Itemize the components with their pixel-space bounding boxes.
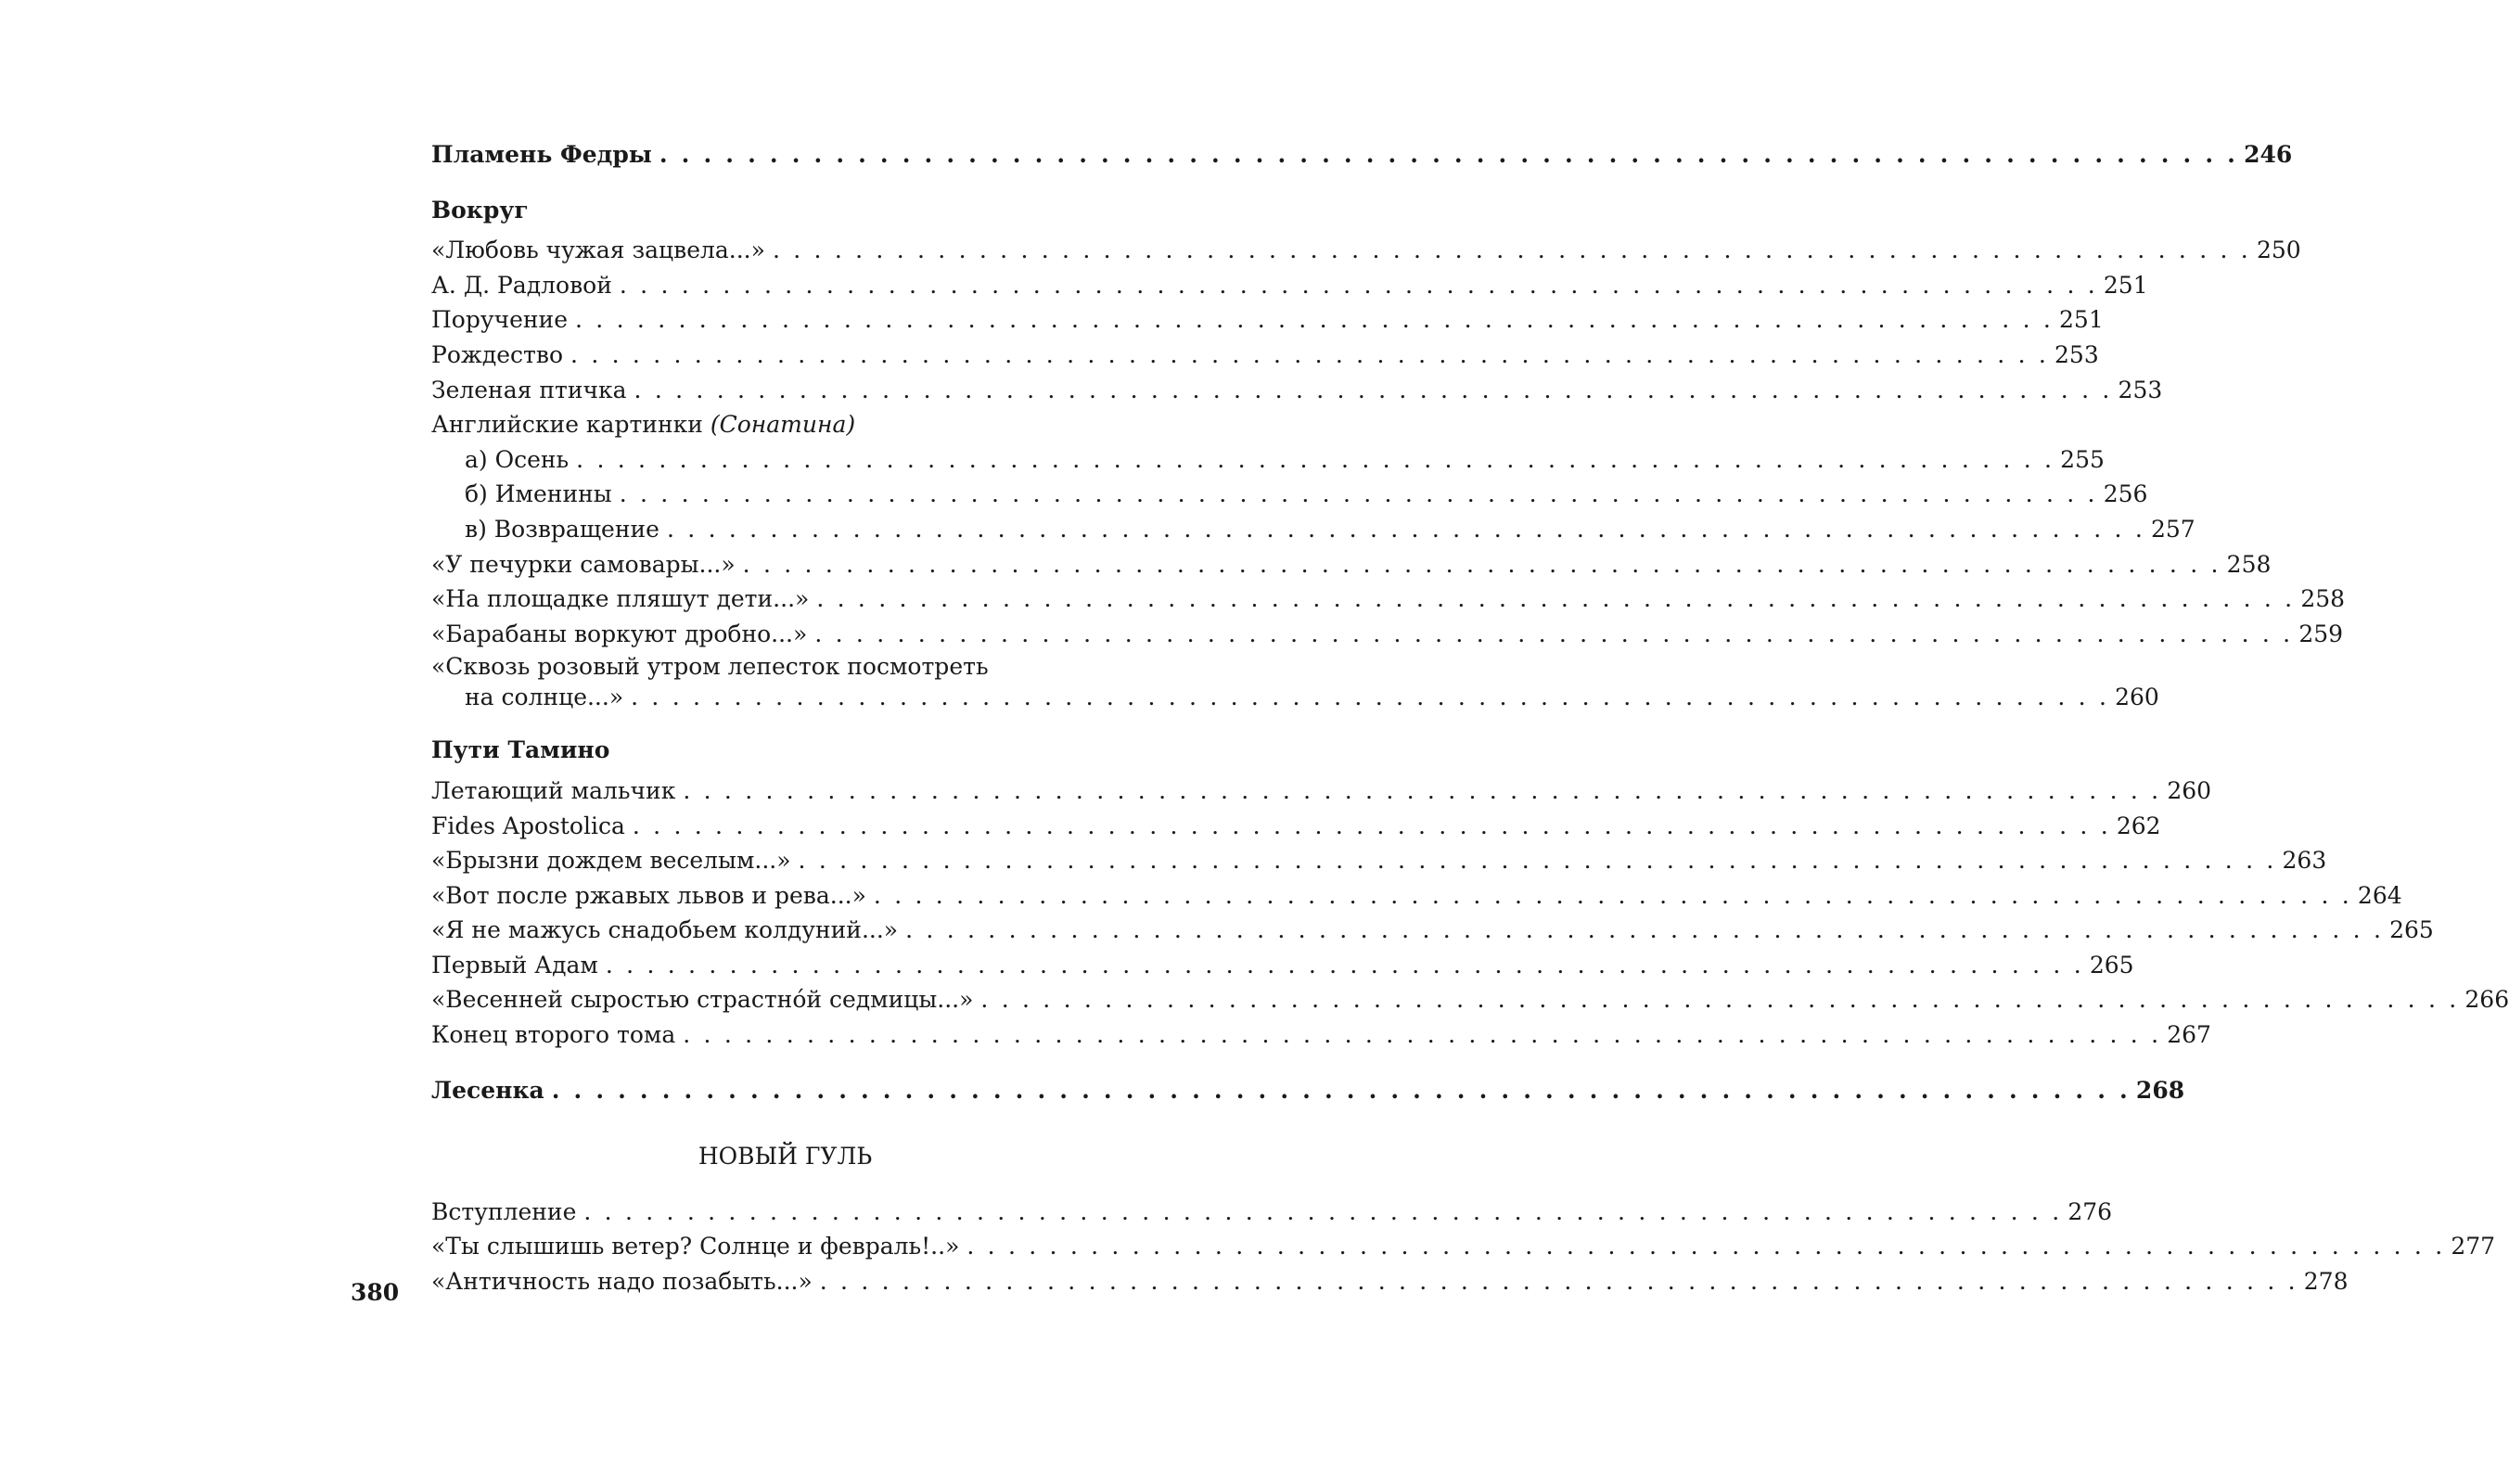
- toc-entry: [431, 233, 2301, 268]
- entry-page: 277: [2451, 1233, 2496, 1260]
- dot-leader: . . . . . . . . . . . . . . . . . . . . . . . . . . . . . . . . . . . . . . . . . . . . . . . . . . . . . . . . . . . . . . . . . . . . . . . .: [772, 237, 2251, 264]
- toc-entry: [431, 809, 2161, 844]
- page-number: 380: [351, 1279, 400, 1306]
- dot-leader: . . . . . . . . . . . . . . . . . . . . . . . . . . . . . . . . . . . . . . . . . . . . . . . . . . . . . . . . . . . . . . . . . . . . . . . .: [619, 271, 2098, 299]
- dot-leader: . . . . . . . . . . . . . . . . . . . . . . . . . . . . . . . . . . . . . . . . . . . . . . . . . . . . . . . . . . . . . . . . . . . . . . . .: [583, 1197, 2063, 1225]
- entry-title: «Я не мажусь снадобьем колдуний...»: [431, 916, 899, 944]
- dot-leader: . . . . . . . . . . . . . . . . . . . . . . . . . . . . . . . . . . . . . . . . . . . . . . . . . . . . . . . . . . . . . . . . . . . . . . . .: [683, 1021, 2162, 1049]
- toc-entry: [431, 878, 2402, 914]
- entry-title: «Барабаны воркуют дробно...»: [431, 620, 808, 647]
- entry-title: в) Возвращение: [465, 515, 659, 543]
- entry-page: 265: [2389, 916, 2434, 944]
- entry-title: Первый Адам: [431, 951, 598, 979]
- entry-page: 246: [2244, 141, 2293, 168]
- dot-leader: . . . . . . . . . . . . . . . . . . . . . . . . . . . . . . . . . . . . . . . . . . . . . . . . . . . . . . . . . . . . . . . . . . . . . . . .: [605, 951, 2084, 979]
- entry-page: 276: [2067, 1197, 2113, 1225]
- dot-leader: . . . . . . . . . . . . . . . . . . . . . . . . . . . . . . . . . . . . . . . . . . . . . . . . . . . . . . . . . . . . . . . . . . . . . . . .: [659, 141, 2239, 168]
- toc-entry: [431, 1195, 2113, 1230]
- dot-leader: . . . . . . . . . . . . . . . . . . . . . . . . . . . . . . . . . . . . . . . . . . . . . . . . . . . . . . . . . . . . . . . . . . . . . . . .: [570, 340, 2050, 368]
- entry-title: Пламень Федры: [431, 141, 652, 168]
- toc-entry: [431, 1229, 2496, 1264]
- toc-entry: [431, 843, 2327, 878]
- entry-page: 259: [2298, 620, 2344, 647]
- dot-leader: . . . . . . . . . . . . . . . . . . . . . . . . . . . . . . . . . . . . . . . . . . . . . . . . . . . . . . . . . . . . . . . . . . . . . . . .: [683, 776, 2162, 804]
- toc-entry: [431, 547, 2272, 582]
- entry-title: Конец второго тома: [431, 1021, 676, 1049]
- dot-leader: . . . . . . . . . . . . . . . . . . . . . . . . . . . . . . . . . . . . . . . . . . . . . . . . . . . . . . . . . . . . . . . . . . . . . . . .: [575, 306, 2055, 334]
- dot-leader: . . . . . . . . . . . . . . . . . . . . . . . . . . . . . . . . . . . . . . . . . . . . . . . . . . . . . . . . . . . . . . . . . . . . . . . .: [551, 1076, 2131, 1104]
- entry-title: Английские картинки: [431, 411, 703, 439]
- toc-entry: [431, 1017, 2211, 1053]
- entry-page: 258: [2300, 585, 2346, 613]
- entry-subtitle: (Сонатина): [710, 411, 856, 439]
- table-of-contents: [431, 137, 2509, 1299]
- entry-page: 250: [2256, 237, 2301, 264]
- entry-page: 256: [2103, 480, 2148, 508]
- entry-page: 253: [2055, 340, 2099, 368]
- entry-title: Летающий мальчик: [431, 776, 676, 804]
- toc-entry: [431, 477, 2148, 512]
- entry-page: 265: [2089, 951, 2134, 979]
- entry-title: а) Осень: [465, 445, 570, 473]
- entry-page: 260: [2115, 684, 2159, 711]
- dot-leader: . . . . . . . . . . . . . . . . . . . . . . . . . . . . . . . . . . . . . . . . . . . . . . . . . . . . . . . . . . . . . . . . . . . . . . . .: [742, 550, 2221, 578]
- entry-page: 253: [2118, 376, 2163, 403]
- entry-page: 258: [2226, 550, 2272, 578]
- entry-page: 262: [2116, 812, 2161, 839]
- toc-entry: [431, 338, 2099, 373]
- toc-entry: [431, 442, 2105, 478]
- dot-leader: . . . . . . . . . . . . . . . . . . . . . . . . . . . . . . . . . . . . . . . . . . . . . . . . . . . . . . . . . . . . . . . . . . . . . . . .: [798, 847, 2277, 875]
- toc-entry: [431, 1264, 2349, 1299]
- entry-page: 268: [2135, 1076, 2185, 1104]
- entry-title: б) Именины: [465, 480, 612, 508]
- entry-title: «Любовь чужая зацвела...»: [431, 237, 765, 264]
- entry-title: «Брызни дождем веселым...»: [431, 847, 791, 875]
- dot-leader: . . . . . . . . . . . . . . . . . . . . . . . . . . . . . . . . . . . . . . . . . . . . . . . . . . . . . . . . . . . . . . . . . . . . . . . .: [966, 1233, 2446, 1260]
- entry-title: А. Д. Радловой: [431, 271, 612, 299]
- toc-entry: [431, 373, 2163, 408]
- toc-entry: [431, 913, 2434, 948]
- toc-entry: [431, 982, 2509, 1017]
- dot-leader: . . . . . . . . . . . . . . . . . . . . . . . . . . . . . . . . . . . . . . . . . . . . . . . . . . . . . . . . . . . . . . . . . . . . . . . .: [634, 376, 2113, 403]
- section-heading-puti-tamino: Пути Тамино: [431, 736, 610, 764]
- dot-leader: . . . . . . . . . . . . . . . . . . . . . . . . . . . . . . . . . . . . . . . . . . . . . . . . . . . . . . . . . . . . . . . . . . . . . . . .: [632, 812, 2111, 839]
- dot-leader: . . . . . . . . . . . . . . . . . . . . . . . . . . . . . . . . . . . . . . . . . . . . . . . . . . . . . . . . . . . . . . . . . . . . . . . .: [631, 684, 2110, 711]
- dot-leader: . . . . . . . . . . . . . . . . . . . . . . . . . . . . . . . . . . . . . . . . . . . . . . . . . . . . . . . . . . . . . . . . . . . . . . . .: [816, 585, 2296, 613]
- toc-entry: [431, 268, 2148, 303]
- dot-leader: . . . . . . . . . . . . . . . . . . . . . . . . . . . . . . . . . . . . . . . . . . . . . . . . . . . . . . . . . . . . . . . . . . . . . . . .: [873, 881, 2352, 909]
- entry-title: «Вот после ржавых львов и рева...»: [431, 881, 866, 909]
- dot-leader: . . . . . . . . . . . . . . . . . . . . . . . . . . . . . . . . . . . . . . . . . . . . . . . . . . . . . . . . . . . . . . . . . . . . . . . .: [905, 916, 2385, 944]
- entry-title: Fides Apostolica: [431, 812, 625, 839]
- entry-title: Лесенка: [431, 1076, 544, 1104]
- entry-title: «На площадке пляшут дети...»: [431, 585, 810, 613]
- dot-leader: . . . . . . . . . . . . . . . . . . . . . . . . . . . . . . . . . . . . . . . . . . . . . . . . . . . . . . . . . . . . . . . . . . . . . . . .: [619, 480, 2098, 508]
- toc-entry: [431, 582, 2346, 617]
- entry-page: 264: [2357, 881, 2402, 909]
- entry-page: 251: [2103, 271, 2148, 299]
- section-heading-vokrug: Вокруг: [431, 196, 529, 224]
- entry-title-line1: «Сквозь розовый утром лепесток посмотреть: [431, 653, 989, 681]
- dot-leader: . . . . . . . . . . . . . . . . . . . . . . . . . . . . . . . . . . . . . . . . . . . . . . . . . . . . . . . . . . . . . . . . . . . . . . . .: [980, 986, 2460, 1014]
- entry-title-line2: на солнце...»: [465, 684, 624, 711]
- entry-title: «Ты слышишь ветер? Солнце и февраль!..»: [431, 1233, 960, 1260]
- entry-title: Поручение: [431, 306, 569, 334]
- dot-leader: . . . . . . . . . . . . . . . . . . . . . . . . . . . . . . . . . . . . . . . . . . . . . . . . . . . . . . . . . . . . . . . . . . . . . . . .: [576, 445, 2055, 473]
- entry-title: Зеленая птичка: [431, 376, 627, 403]
- entry-title: «Античность надо позабыть...»: [431, 1268, 813, 1296]
- dot-leader: . . . . . . . . . . . . . . . . . . . . . . . . . . . . . . . . . . . . . . . . . . . . . . . . . . . . . . . . . . . . . . . . . . . . . . . .: [814, 620, 2294, 647]
- part-title-novy-gul: НОВЫЙ ГУЛЬ: [698, 1143, 873, 1171]
- entry-page: 257: [2150, 515, 2195, 543]
- toc-entry-lesenka: [431, 1073, 2185, 1108]
- entry-title: Рождество: [431, 340, 564, 368]
- entry-page: 278: [2303, 1268, 2349, 1296]
- toc-entry: [431, 948, 2134, 983]
- toc-entry: [431, 512, 2195, 547]
- toc-entry: [431, 302, 2104, 338]
- entry-page: 263: [2282, 847, 2327, 875]
- dot-leader: . . . . . . . . . . . . . . . . . . . . . . . . . . . . . . . . . . . . . . . . . . . . . . . . . . . . . . . . . . . . . . . . . . . . . . . .: [819, 1268, 2298, 1296]
- entry-page: 260: [2167, 776, 2212, 804]
- entry-page: 251: [2059, 306, 2104, 334]
- toc-entry: [431, 774, 2212, 809]
- toc-entry: [431, 682, 2159, 712]
- entry-page: 255: [2060, 445, 2105, 473]
- entry-page: 266: [2464, 986, 2509, 1014]
- dot-leader: . . . . . . . . . . . . . . . . . . . . . . . . . . . . . . . . . . . . . . . . . . . . . . . . . . . . . . . . . . . . . . . . . . . . . . . .: [666, 515, 2145, 543]
- entry-title: «У печурки самовары...»: [431, 550, 736, 578]
- entry-title: «Весенней сыростью страстно́й седмицы...»: [431, 986, 974, 1014]
- toc-group-title: [431, 407, 1139, 442]
- toc-entry-plamen-fedry: [431, 137, 2293, 173]
- toc-entry: [431, 617, 2344, 652]
- entry-page: 267: [2167, 1021, 2211, 1049]
- entry-title: Вступление: [431, 1197, 577, 1225]
